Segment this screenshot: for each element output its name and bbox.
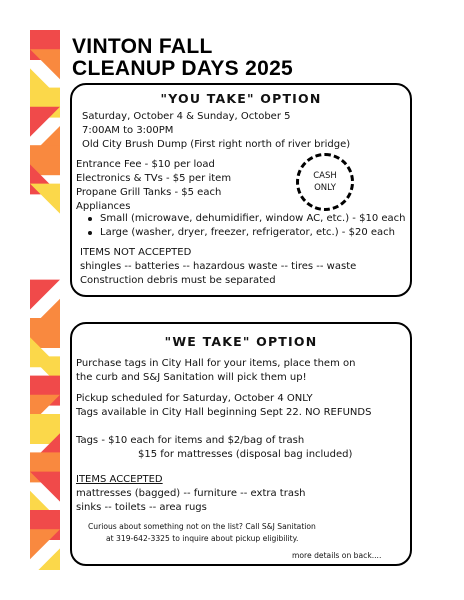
curious-note-2: at 319-642-3325 to inquire about pickup eligibility. [106,534,299,543]
tags-availability: Tags available in City Hall beginning Sept 22. NO REFUNDS [76,407,372,418]
page-title [72,36,293,80]
tags-price: Tags - $10 each for items and $2/bag of trash [76,435,305,446]
title-line-1: VINTON FALL [72,35,213,58]
you-take-dates: Saturday, October 4 & Sunday, October 5 [82,111,291,122]
you-take-heading: "YOU TAKE" OPTION [160,91,322,106]
pickup-schedule: Pickup scheduled for Saturday, October 4 ONLY [76,393,313,404]
title-line-2: CLEANUP DAYS 2025 [72,57,294,80]
we-take-intro-2: the curb and S&J Sanitation will pick them up! [76,372,307,383]
you-take-location: Old City Brush Dump (First right north of river bridge) [82,139,351,150]
accepted-items-1: mattresses (bagged) -- furniture -- extra trash [76,488,306,499]
fee-propane: Propane Grill Tanks - $5 each [76,187,222,198]
decorative-strip [30,30,60,570]
not-accepted-label: ITEMS NOT ACCEPTED [80,247,192,258]
list-item: Small (microwave, dehumidifier, window AC, etc.) - $10 each [84,212,405,226]
we-take-intro-1: Purchase tags in City Hall for your items, place them on [76,358,356,369]
appliances-label: Appliances [76,201,131,212]
more-details: more details on back.... [292,551,382,560]
you-take-hours: 7:00AM to 3:00PM [82,125,174,136]
cash-badge-line-1: CASH [313,171,337,181]
fee-electronics: Electronics & TVs - $5 per item [76,173,232,184]
not-accepted-items: shingles -- batteries -- hazardous waste -- tires -- waste [80,261,357,272]
strip-shape [30,184,60,214]
cash-only-badge [296,153,354,211]
curious-note-1: Curious about something not on the list? Call S&J Sanitation [88,522,316,531]
accepted-items-2: sinks -- toilets -- area rugs [76,502,207,513]
accepted-label: ITEMS ACCEPTED [76,474,163,485]
we-take-heading: "WE TAKE" OPTION [164,334,318,349]
appliances-list [84,212,405,240]
cash-badge-line-2: ONLY [314,183,336,193]
list-item: Large (washer, dryer, freezer, refrigerator, etc.) - $20 each [84,226,405,240]
fee-entrance: Entrance Fee - $10 per load [76,159,215,170]
mattress-price: $15 for mattresses (disposal bag included) [138,449,353,460]
construction-note: Construction debris must be separated [80,275,276,286]
